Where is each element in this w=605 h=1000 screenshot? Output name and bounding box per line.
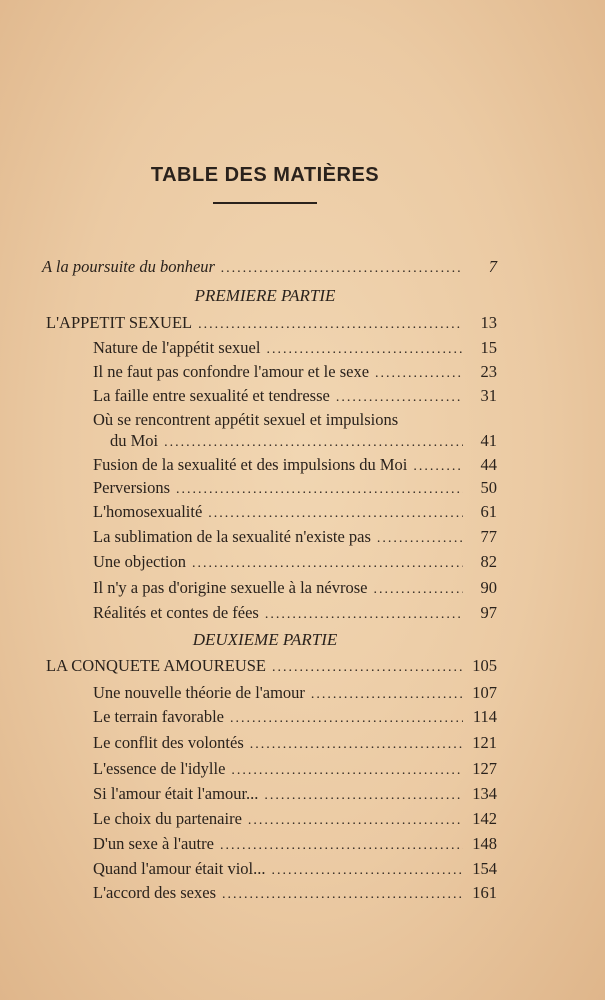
- toc-entry-title: Il n'y a pas d'origine sexuelle à la névrose: [93, 578, 368, 597]
- toc-entry-title: La sublimation de la sexualité n'existe pas: [93, 527, 371, 546]
- toc-chapter-title: L'APPETIT SEXUEL: [46, 313, 193, 332]
- toc-chapter-2: [46, 655, 497, 679]
- toc-entry: [93, 501, 497, 525]
- toc-entry: [93, 706, 497, 730]
- toc-entry: [93, 602, 497, 626]
- toc-entry-page: 114: [472, 707, 497, 726]
- dot-leader: [272, 657, 463, 679]
- toc-entry-page: 154: [472, 859, 497, 878]
- toc-entry: [93, 577, 497, 601]
- toc-entry-title: La faille entre sexualité et tendresse: [93, 386, 330, 405]
- dot-leader: [230, 708, 463, 730]
- toc-chapter-page: 13: [480, 313, 497, 332]
- toc-entry-intro: [42, 256, 497, 280]
- toc-entry-title: L'essence de l'idylle: [93, 759, 226, 778]
- dot-leader: [266, 339, 463, 361]
- toc-entry-title: Il ne faut pas confondre l'amour et le sexe: [93, 362, 370, 381]
- part-heading-2: DEUXIEME PARTIE: [192, 630, 338, 649]
- toc-entry-page: 142: [472, 809, 497, 828]
- toc-entry-page: 77: [480, 527, 497, 546]
- dot-leader: [220, 835, 463, 857]
- toc-entry-title: Le terrain favorable: [93, 707, 225, 726]
- dot-leader: [336, 387, 463, 409]
- title-underline: [213, 202, 317, 204]
- dot-leader: [198, 314, 463, 336]
- dot-leader: [375, 363, 463, 385]
- toc-entry-title: Le choix du partenaire: [93, 809, 242, 828]
- toc-entry: [93, 454, 497, 478]
- toc-entry-title: Le conflit des volontés: [93, 733, 244, 752]
- dot-leader: [250, 734, 463, 756]
- dot-leader: [192, 553, 463, 575]
- toc-entry: [93, 337, 497, 361]
- toc-entry-title: Fusion de la sexualité et des impulsions du Moi: [93, 455, 408, 474]
- toc-entry-title: A la poursuite du bonheur: [42, 257, 215, 276]
- page-title: TABLE DES MATIÈRES: [150, 164, 380, 186]
- toc-entry: [93, 858, 497, 882]
- toc-entry: [93, 385, 497, 409]
- dot-leader: [264, 785, 463, 807]
- toc-entry-first-line: Où se rencontrent appétit sexuel et impulsions: [93, 410, 399, 429]
- dot-leader: [311, 684, 463, 706]
- dot-leader: [265, 604, 463, 626]
- toc-entry-page: 23: [480, 362, 497, 381]
- dot-leader: [231, 760, 463, 782]
- dot-leader: [413, 456, 463, 478]
- toc-entry: [93, 882, 497, 906]
- toc-entry-page: 31: [480, 386, 497, 405]
- toc-entry-page: 82: [480, 552, 497, 571]
- toc-entry-page: 44: [480, 455, 497, 474]
- toc-entry-page: 50: [480, 478, 497, 497]
- toc-entry-page: 7: [488, 257, 497, 276]
- toc-entry-title: Si l'amour était l'amour...: [93, 784, 259, 803]
- toc-entry: [93, 732, 497, 756]
- toc-entry-title: du Moi: [110, 431, 159, 450]
- dot-leader: [272, 860, 463, 882]
- toc-entry: [93, 783, 497, 807]
- toc-entry: [93, 758, 497, 782]
- toc-entry-title: Nature de l'appétit sexuel: [93, 338, 261, 357]
- toc-entry-page: 15: [480, 338, 497, 357]
- part-heading-1: PREMIERE PARTIE: [194, 286, 336, 305]
- toc-entry: [93, 477, 497, 501]
- toc-chapter-page: 105: [472, 656, 497, 675]
- toc-entry: [93, 361, 497, 385]
- toc-entry-page: 148: [472, 834, 497, 853]
- toc-entry: [93, 682, 497, 706]
- toc-entry-page: 41: [480, 431, 497, 450]
- toc-entry-page: 127: [472, 759, 497, 778]
- dot-leader: [176, 479, 463, 501]
- toc-entry-title: Réalités et contes de fées: [93, 603, 259, 622]
- dot-leader: [164, 432, 463, 454]
- dot-leader: [208, 503, 463, 525]
- toc-chapter-title: LA CONQUETE AMOUREUSE: [46, 656, 267, 675]
- toc-entry-title: Une nouvelle théorie de l'amour: [93, 683, 305, 702]
- toc-entry-page: 97: [480, 603, 497, 622]
- toc-chapter-1: [46, 312, 497, 336]
- toc-entry: [110, 430, 497, 454]
- toc-entry-title: Perversions: [93, 478, 170, 497]
- toc-entry-title: L'homosexualité: [93, 502, 203, 521]
- dot-leader: [373, 579, 463, 601]
- dot-leader: [222, 884, 463, 906]
- toc-entry-title: Quand l'amour était viol...: [93, 859, 266, 878]
- toc-entry-title: D'un sexe à l'autre: [93, 834, 214, 853]
- dot-leader: [248, 810, 463, 832]
- toc-entry-page: 107: [472, 683, 497, 702]
- toc-entry: [93, 526, 497, 550]
- toc-entry-page: 134: [472, 784, 497, 803]
- toc-entry-title: Une objection: [93, 552, 187, 571]
- toc-entry: [93, 833, 497, 857]
- toc-entry: [93, 551, 497, 575]
- dot-leader: [377, 528, 463, 550]
- toc-entry-page: 121: [472, 733, 497, 752]
- toc-entry-page: 61: [480, 502, 497, 521]
- toc-entry: [93, 808, 497, 832]
- dot-leader: [221, 258, 463, 280]
- toc-entry-page: 90: [480, 578, 497, 597]
- toc-entry-page: 161: [472, 883, 497, 902]
- toc-entry-title: L'accord des sexes: [93, 883, 217, 902]
